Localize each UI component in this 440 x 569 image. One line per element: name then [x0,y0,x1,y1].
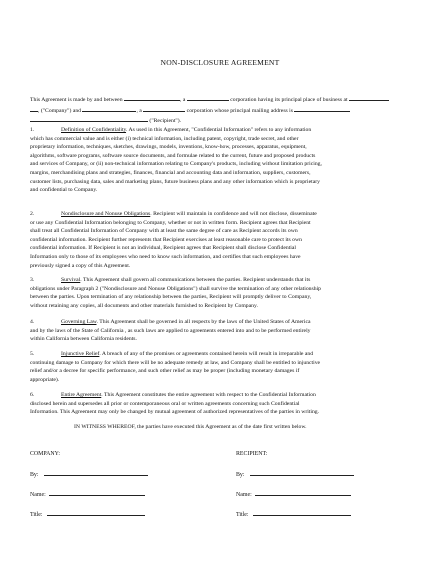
blank-field [187,94,229,101]
blank-field [82,105,136,112]
paragraph-line [30,244,430,253]
section-text: within California between California residents. [30,336,137,343]
section-5 [30,350,430,384]
section-text: customer lists, purchasing data, sales and marketing plans, future business plans and any other information which is proprietary [30,178,320,185]
section-text: and by the laws of the State of California , as such laws are applied to agreements entered into and to be performed entirely [30,327,311,334]
section-number: 5. [30,351,35,357]
recipient-signature-block [236,450,354,519]
section-text: . This Agreement constitutes the entire agreement with respect to the Confidential Information [101,392,316,398]
section-number: 6. [30,392,35,398]
intro-text: This Agreement is made by and between [30,97,123,103]
section-number: 1. [30,127,35,133]
recipient-name-field[interactable] [255,489,351,496]
section-text: between the parties. Upon termination of any relationship between the parties, Recipient will promptly deliver to Company, [30,294,312,301]
company-label: COMPANY: [30,451,61,457]
paragraph-line [30,135,430,144]
section-number: 4. [30,319,35,325]
section-text: Information only to those of its employees who need to know such information, and certifies that such employees have [30,253,301,260]
section-heading: Entire Agreement [61,392,102,398]
section-4 [30,318,430,344]
section-6 [30,391,430,417]
paragraph-line [30,359,430,368]
company-signature-block [30,450,148,519]
section-text: . Recipient will maintain in confidence and will not disclose, disseminate [150,211,317,217]
recipient-by-field[interactable] [250,469,354,476]
section-text: confidential information. Recipient further represents that Recipient exercises at least reasonable care to protect its own [30,236,302,243]
section-number: 2. [30,211,35,217]
blank-field [349,94,389,101]
section-text: which has commercial value and is either (i) technical information, including patent, copyright, trade secret, and other [30,135,299,142]
paragraph-line [30,143,430,152]
paragraph-line [30,186,430,195]
document-title: NON-DISCLOSURE AGREEMENT [160,58,280,67]
section-text: algorithms, software programs, software source documents, and formulae related to the current, future and proposed products [30,152,316,159]
paragraph-line [30,210,430,219]
paragraph-line [30,219,430,228]
paragraph-line [30,335,430,344]
blank-field [124,94,180,101]
section-text: . A breach of any of the promises or agreements contained herein will result in irreparable and [99,351,314,357]
section-text: . As used in this Agreement, "Confidential Information" refers to any information [126,127,312,133]
title-label: Title: [236,512,249,518]
paragraph-line [30,376,430,385]
paragraph-line [30,318,430,327]
paragraph-line [30,169,430,178]
section-heading: Governing Law [61,319,97,325]
blank-field [143,105,185,112]
paragraph-line [30,302,430,311]
section-text: appropriate). [30,376,60,383]
paragraph-line [30,152,430,161]
paragraph-line [30,126,430,135]
blank-field [294,105,350,112]
witness-clause: IN WITNESS WHEREOF, the parties have executed this Agreement as of the date first written below. [74,424,307,430]
section-text: continuing damage to Company for which there will be no adequate remedy at law, and Company shall be entitled to injunctive [30,359,321,366]
section-text: Information. This Agreement may only be changed by mutual agreement of authorized representatives of the parties in writing. [30,409,320,416]
intro-paragraph: This Agreement is made by and between , a corporation having its principal place of business at , ("Company") and , a corporation whose principal mailing address is ("Recipient"). [30,94,430,126]
section-text: obligations under Paragraph 2 ("Nondisclosure and Nonuse Obligations") shall survive the termination of any other relationship [30,285,322,292]
paragraph-line [30,276,430,285]
recipient-label: RECIPIENT: [236,451,268,457]
section-text: previously signed a copy of this Agreement. [30,262,131,269]
paragraph-line [30,408,430,417]
by-label: By: [30,472,39,478]
company-name-field[interactable] [49,489,145,496]
section-1 [30,126,430,195]
by-label: By: [236,472,245,478]
name-label: Name: [30,492,46,498]
section-heading: Definition of Confidentiality [61,127,127,133]
section-text: shall treat all Confidential Information of Company with at least the same degree of care as Recipient accords its own [30,228,298,235]
recipient-title-field[interactable] [253,509,351,516]
section-heading: Survival [61,277,81,283]
section-text: proprietary information, techniques, sketches, drawings, models, inventions, know-how, processes, apparatus, equipment, [30,144,307,151]
section-text: without retaining any copies, all documents and other materials furnished to Recipient by Company. [30,302,258,309]
section-3 [30,276,430,310]
paragraph-line [30,253,430,262]
section-text: relief and/or a decree for specific performance, and such other relief as may be proper (including monetary damages if [30,368,300,375]
section-text: and confidential to Company. [30,187,98,194]
paragraph-line [30,160,430,169]
paragraph-line [30,327,430,336]
section-text: . This Agreement shall be governed in all respects by the laws of the United States of America [96,319,311,325]
section-2 [30,210,430,270]
name-label: Name: [236,492,252,498]
section-heading: Injunctive Relief [61,351,100,357]
paragraph-line [30,293,430,302]
blank-field [30,115,148,122]
section-heading: Nondisclosure and Nonuse Obligations [61,211,151,217]
section-number: 3. [30,277,35,283]
paragraph-line [30,285,430,294]
section-text: . This Agreement shall govern all communications between the parties. Recipient understands that its [80,277,311,283]
paragraph-line [30,400,430,409]
paragraph-line [30,178,430,187]
title-label: Title: [30,512,43,518]
paragraph-line [30,391,430,400]
paragraph-line [30,350,430,359]
paragraph-line [30,262,430,271]
paragraph-line [30,236,430,245]
section-text: confidential information. If Recipient is not an individual, Recipient agrees that Recipient shall disclose Confidential [30,245,296,252]
paragraph-line [30,367,430,376]
blank-field [30,105,38,112]
company-by-field[interactable] [44,469,148,476]
paragraph-line [30,227,430,236]
section-text: margins, merchandising plans and strategies, finances, financial and accounting data and information, suppliers, customers, [30,169,311,176]
company-title-field[interactable] [47,509,145,516]
section-text: disclosed herein and supersedes all prior or contemporaneous oral or written agreements concerning such Confidential [30,400,300,407]
section-text: or use any Confidential Information belonging to Company, whether or not in written form. Recipient agrees that Recipient [30,219,311,226]
section-text: and services of Company, or (ii) non-technical information relating to Company's products, including without limitation pricing, [30,161,322,168]
